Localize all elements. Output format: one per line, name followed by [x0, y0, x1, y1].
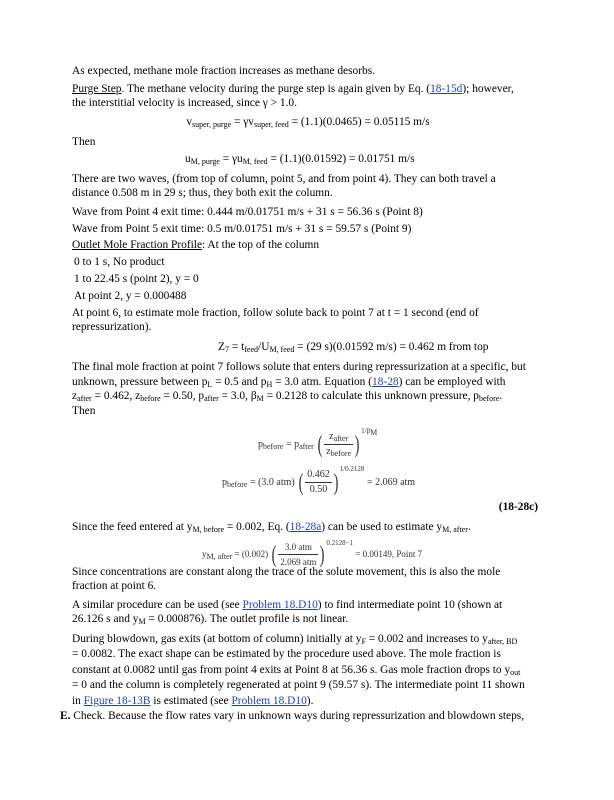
then-1: Then: [72, 136, 96, 148]
eq-18-15d-link[interactable]: 18-15d: [430, 83, 463, 95]
outlet-item-3: At point 2, y = 0.000488: [74, 290, 187, 302]
para-two-waves: There are two waves, (from top of column, point 5, and from point 4). They can both travel a distance 0.508 m in 29 s; thus, they both exit the column.: [72, 173, 496, 200]
wave-point-4: Wave from Point 4 exit time: 0.444 m/0.01751 m/s + 31 s = 56.36 s (Point 8): [72, 206, 423, 218]
outlet-profile-heading: Outlet Mole Fraction Profile: [72, 239, 203, 251]
problem-18-d10-link-2[interactable]: Problem 18.D10: [231, 694, 307, 707]
eq-y-after: $y_{M, after} = (0.002)$ ( $\frac{\text{3.0 atm}}{\text{2.069 atm}}$ ) $^{0.2128-1}$ = 0.00149, Point 7: [202, 538, 423, 568]
eq-u-purge: $u_{M, purge} = \gamma u_{M, feed} = (1.1)(0.01592) = 0.01751$ m/s: [185, 153, 415, 166]
eq-p-before-value: $p_{before} = (3.0$ atm) ( $\frac{0.462}{0.50}$ )$^{1/0.2128}$ = 2.069 atm: [222, 465, 416, 496]
para-similar-procedure: A similar procedure can be used (see Problem 18.D10) to find intermediate point 10 (shown at 26.126 s and $y_M = 0.000876$). The outlet profile is not linear.: [72, 599, 503, 627]
eq-18-28a-link[interactable]: 18-28a: [289, 521, 322, 533]
wave-point-5: Wave from Point 5 exit time: 0.5 m/0.01751 m/s + 31 s = 59.57 s (Point 9): [72, 223, 412, 235]
eq-z7: $Z_7 = t_{feed}/U_{M, feed} = (29$ s)(0.01592 m/s) = 0.462 m from top: [218, 341, 489, 354]
problem-18-d10-link-1[interactable]: Problem 18.D10: [242, 599, 318, 611]
eq-label-18-28c: (18-28c): [498, 501, 538, 513]
figure-18-13b-link[interactable]: Figure 18-13B: [83, 694, 151, 707]
purge-step-heading: Purge Step: [72, 83, 122, 95]
para-final-mole-fraction: The final mole fraction at point 7 follows solute that enters during repressurization at a specific, but unknown, pressure between $p_L = 0.5$ and $p_H = 3.0$ atm. Equation (18-28) can be employed with $z_{after} = 0.462$, $z_{before} = 0.50$, $p_{after} = 3.0$, $\beta_M = 0.2128$ to calculate this unknown pressure, $p_{before}$. Then: [72, 361, 526, 417]
para-constant-concentrations: Since concentrations are constant along the trace of the solute movement, this is also the mole fraction at point 6.: [72, 566, 501, 593]
section-e-label: E.: [60, 710, 71, 722]
para-check: E. Check. Because the flow rates vary in unknown ways during repressurization and blowdown steps,: [60, 710, 525, 722]
para-since-feed: Since the feed entered at $y_{M, before} = 0.002$, Eq. (18-28a) can be used to estimate $y_{M, after}$.: [72, 521, 471, 534]
outlet-profile: Outlet Mole Fraction Profile: At the top of the column: [72, 239, 320, 251]
outlet-item-1: 0 to 1 s, No product: [74, 256, 165, 268]
eq-18-28-link[interactable]: 18-28: [372, 375, 399, 388]
eq-v-super-purge: $v_{super, purge} = \gamma v_{super, feed} = (1.1)(0.0465) = 0.05115$ m/s: [186, 116, 430, 129]
para-methane-increase: As expected, methane mole fraction increases as methane desorbs.: [72, 65, 375, 77]
outlet-item-2: 1 to 22.45 s (point 2), y = 0: [74, 273, 199, 285]
para-purge-step: Purge Step. The methane velocity during the purge step is again given by Eq. (18-15d); however, the interstitial velocity is increased, since γ > 1.0.: [72, 83, 514, 110]
eq-p-before-general: $p_{before} = p_{after}$ ( $\frac{z_{after}}{z_{before}}$ )$^{1/\beta_M}$: [258, 427, 378, 459]
para-blowdown: During blowdown, gas exits (at bottom of column) initially at $y_F = 0.002$ and increases to $y_{after, BD}$ = 0.0082. The exact shape can be estimated by the procedure used above. The mole fraction is constant at 0.0082 until gas from point 4 exits at Point 8 at 56.36 s. Gas mole fraction drops to $y_{out}$ = 0 and the column is completely regenerated at point 9 (59.57 s). The intermediate point 11 shown in Figure 18-13B is estimated (see Problem 18.D10).: [72, 633, 525, 707]
para-point-6: At point 6, to estimate mole fraction, follow solute back to point 7 at t = 1 second (end of repressurization).: [72, 307, 479, 334]
